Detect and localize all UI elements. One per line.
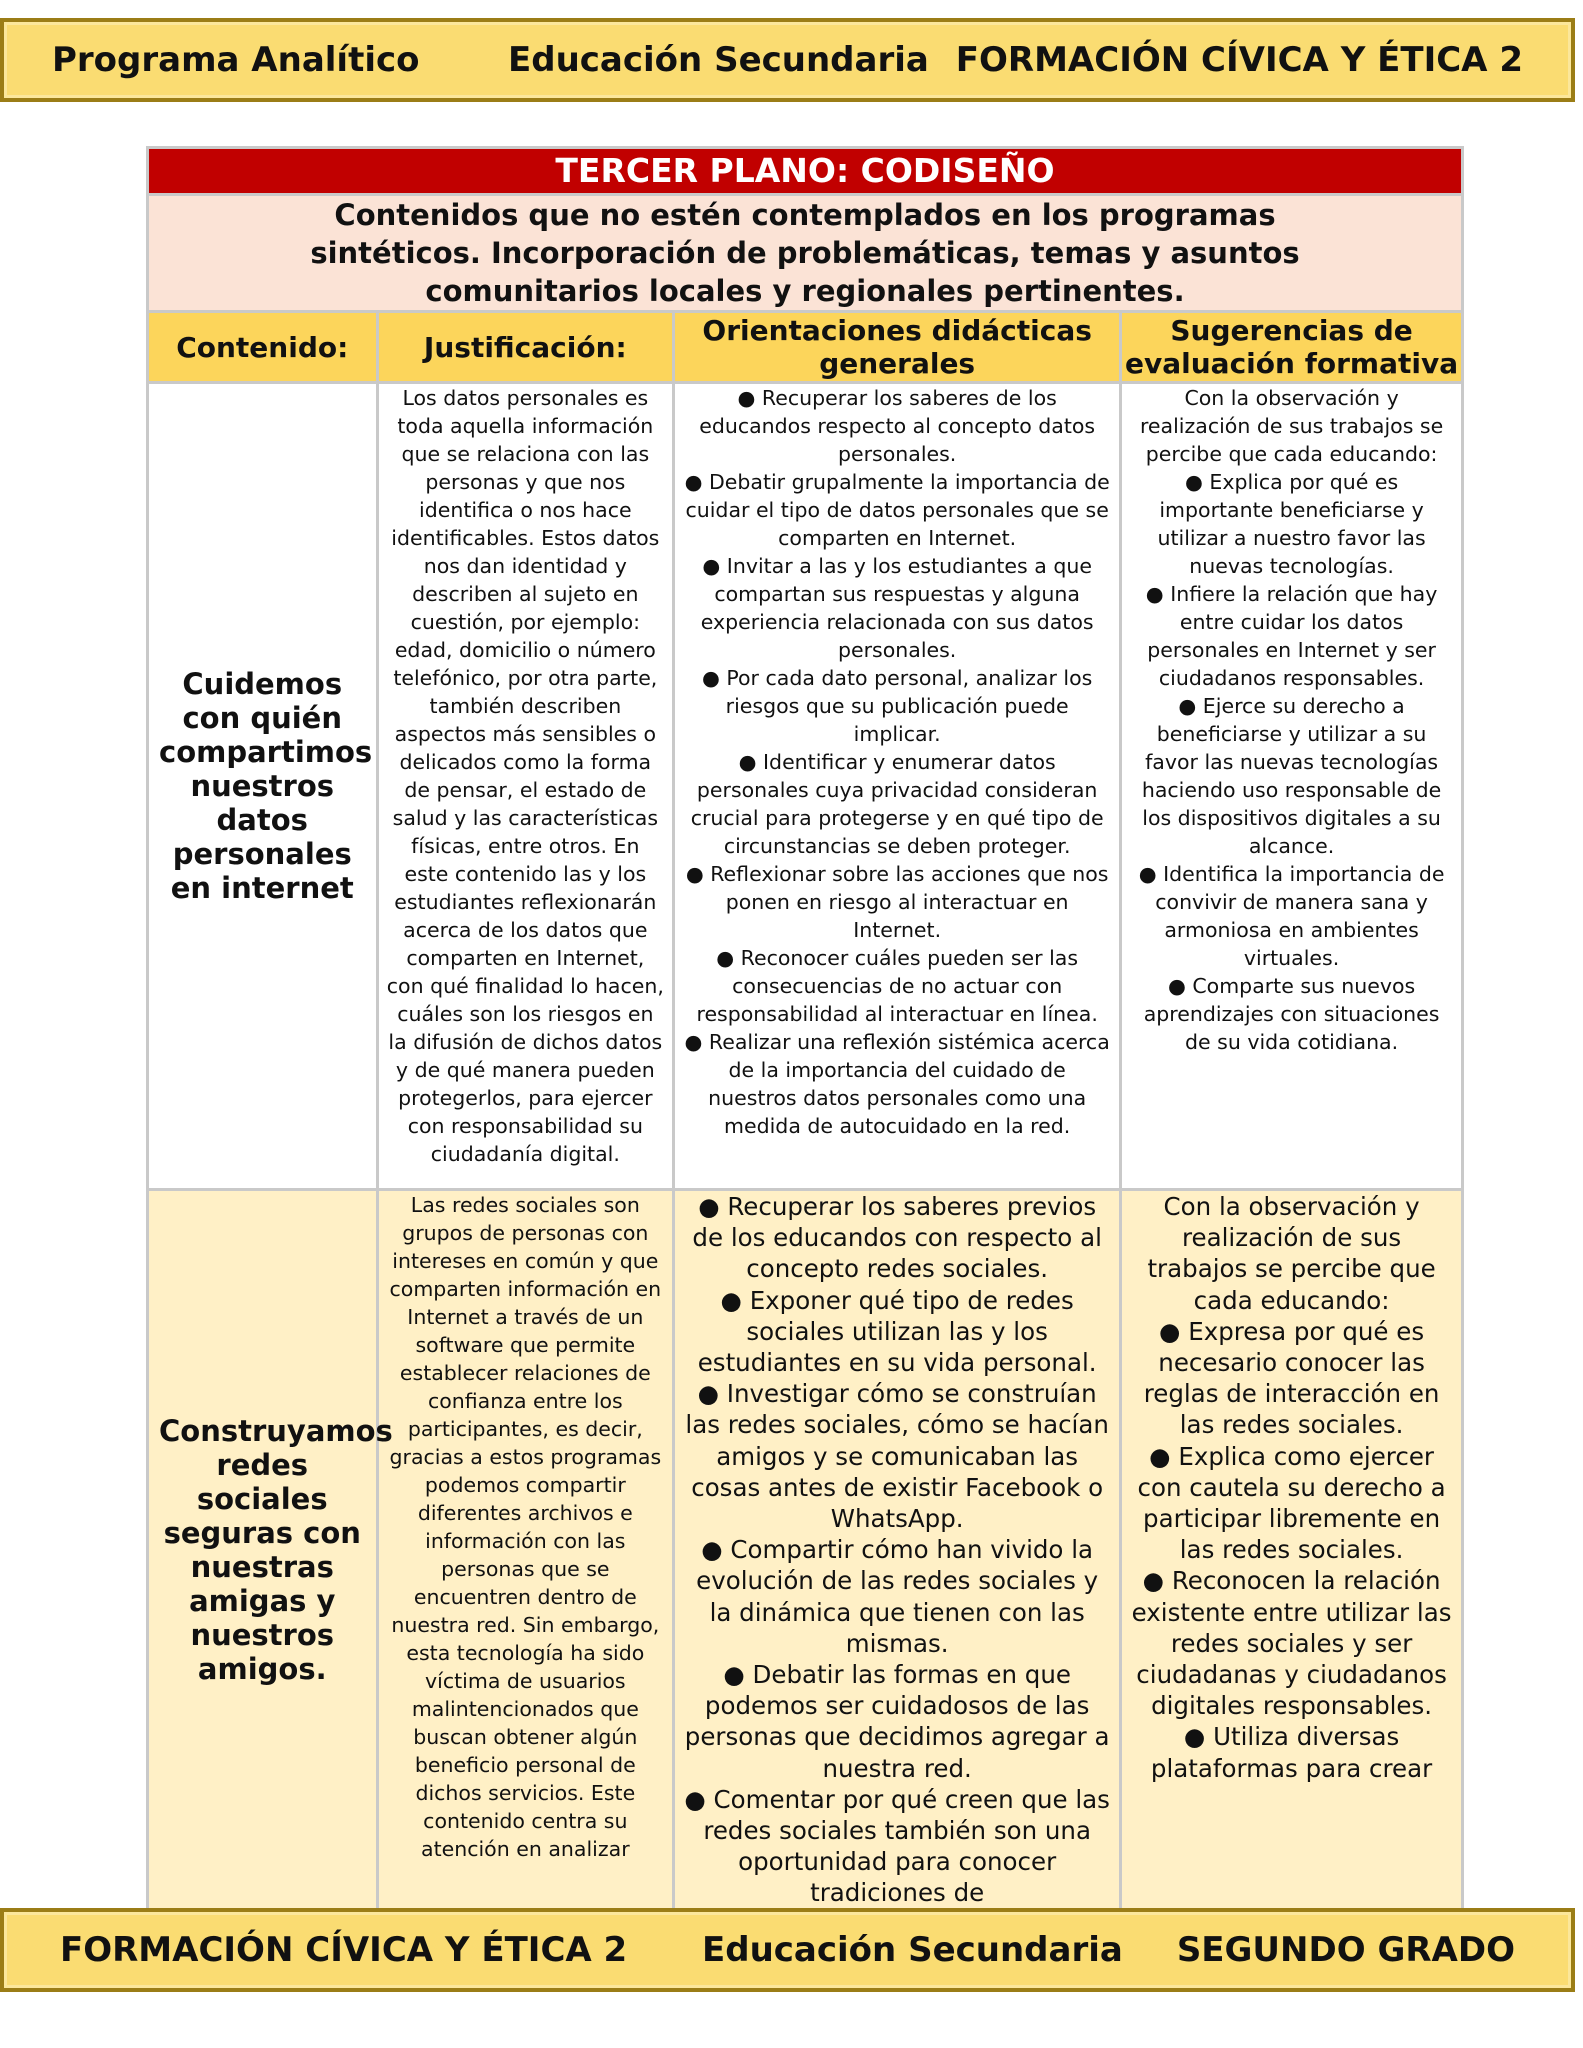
list-item: ● Invitar a las y los estudiantes a que compartan sus respuestas y alguna experiencia relacionada con sus datos personales. [700, 554, 1094, 662]
justificacion-cell: Las redes sociales son grupos de personas con intereses en común y que comparten información en Internet a través de un software que permite establecer relaciones de confianza entre los participantes, es decir, gracias a estos programas podemos compartir diferentes archivos e información con las personas que se encuentren dentro de nuestra red. Sin embargo, esta tecnología ha sido víctima de usuarios malintencionados que buscan obtener algún beneficio personal de dichos servicios. Este contenido centra su atención en analizar [379, 1191, 673, 1909]
orientaciones-cell [675, 1191, 1119, 1909]
table-subtitle [149, 196, 1461, 310]
column-header-contenido: Contenido: [149, 313, 376, 381]
header-subject: FORMACIÓN CÍVICA Y ÉTICA 2 [955, 40, 1523, 80]
list-item: ● Explica por qué es importante beneficiarse y utilizar a nuestro favor las nuevas tecnologías. [1157, 470, 1426, 578]
header-program: Programa Analítico [52, 40, 420, 80]
orientaciones-cell [675, 384, 1119, 1188]
list-item: ● Debatir grupalmente la importancia de cuidar el tipo de datos personales que se comparten en Internet. [684, 470, 1110, 550]
evaluacion-cell [1122, 1191, 1461, 1909]
list-item: ● Comentar por qué creen que las redes sociales también son una oportunidad para conocer tradiciones de [684, 1784, 1110, 1908]
footer-subject: FORMACIÓN CÍVICA Y ÉTICA 2 [60, 1930, 628, 1970]
list-item: ● Ejerce su derecho a beneficiarse y utilizar a su favor las nuevas tecnologías haciendo uso responsable de los dispositivos digitales a su alcance. [1141, 694, 1442, 858]
list-item: ● Investigar cómo se construían las redes sociales, cómo se hacían amigos y se comunicaban las cosas antes de existir Facebook o WhatsApp. [685, 1379, 1109, 1534]
list-item: Con la observación y realización de sus trabajos se percibe que cada educando: [1139, 386, 1444, 466]
list-item: ● Reflexionar sobre las acciones que nos ponen en riesgo al interactuar en Internet. [685, 862, 1109, 942]
list-item: ● Expresa por qué es necesario conocer las reglas de interacción en las redes sociales. [1143, 1316, 1440, 1440]
footer-level: Educación Secundaria [702, 1930, 1123, 1970]
list-item: ● Identifica la importancia de convivir de manera sana y armoniosa en ambientes virtuales. [1138, 862, 1445, 970]
list-item: ● Comparte sus nuevos aprendizajes con situaciones de su vida cotidiana. [1143, 974, 1440, 1054]
list-item: ● Explica como ejercer con cautela su derecho a participar libremente en las redes sociales. [1137, 1441, 1446, 1565]
list-item: ● Realizar una reflexión sistémica acerca de la importancia del cuidado de nuestros datos personales como una medida de autocuidado en la red. [684, 1030, 1110, 1138]
justificacion-cell: Los datos personales es toda aquella información que se relaciona con las personas y que nos identifica o nos hace identificables. Estos datos nos dan identidad y describen al sujeto en cuestión, por ejemplo: edad, domicilio o número telefónico, por otra parte, también describen aspectos más sensibles o delicados como la forma de pensar, el estado de salud y las características físicas, entre otros. En este contenido las y los estudiantes reflexionarán acerca de los datos que comparten en Internet, con qué finalidad lo hacen, cuáles son los riesgos en la difusión de dichos datos y de qué manera pueden protegerlos, para ejercer con responsabilidad su ciudadanía digital. [379, 384, 673, 1188]
table-title: TERCER PLANO: CODISEÑO [149, 149, 1461, 193]
list-item: ● Recuperar los saberes de los educandos respecto al concepto datos personales. [699, 386, 1096, 466]
list-item: ● Exponer qué tipo de redes sociales utilizan las y los estudiantes en su vida personal. [697, 1285, 1097, 1378]
header-level: Educación Secundaria [508, 40, 929, 80]
table-row [149, 384, 1461, 1188]
list-item: ● Debatir las formas en que podemos ser cuidadosos de las personas que decidimos agregar a nuestra red. [684, 1660, 1110, 1783]
footer-grade: SEGUNDO GRADO [1176, 1930, 1515, 1970]
column-header-evaluacion: Sugerencias de evaluación formativa [1122, 313, 1461, 381]
list-item: Con la observación y realización de sus trabajos se percibe que cada educando: [1147, 1192, 1436, 1315]
contenido-cell: Construyamos redes sociales seguras con nuestras amigas y nuestros amigos. [149, 1191, 376, 1909]
list-item: ● Por cada dato personal, analizar los riesgos que su publicación puede implicar. [701, 666, 1093, 746]
codesign-table [146, 146, 1464, 1912]
list-item: ● Reconocen la relación existente entre utilizar las redes sociales y ser ciudadanas y ciudadanos digitales responsables. [1131, 1566, 1452, 1721]
list-item: ● Compartir cómo han vivido la evolución de las redes sociales y la dinámica que tienen con las mismas. [696, 1535, 1099, 1658]
table-row [149, 1191, 1461, 1909]
list-item: ● Infiere la relación que hay entre cuidar los datos personales en Internet y ser ciudadanos responsables. [1145, 582, 1438, 690]
page-footer [0, 1908, 1575, 1992]
list-item: ● Reconocer cuáles pueden ser las consecuencias de no actuar con responsabilidad al interactuar en línea. [696, 946, 1098, 1026]
column-header-orientaciones: Orientaciones didácticas generales [675, 313, 1119, 381]
evaluacion-cell [1122, 384, 1461, 1188]
table-subtitle-text: Contenidos que no estén contemplados en los programas sintéticos. Incorporación de problemáticas, temas y asuntos comunitarios locales y regionales pertinentes. [310, 198, 1300, 308]
list-item: ● Recuperar los saberes previos de los educandos con respecto al concepto redes sociales. [692, 1192, 1102, 1284]
column-header-justificacion: Justificación: [379, 313, 673, 381]
list-item: ● Utiliza diversas plataformas para crear [1150, 1722, 1433, 1783]
page-header [0, 18, 1575, 102]
contenido-cell: Cuidemos con quién compartimos nuestros datos personales en internet [149, 384, 376, 1188]
list-item: ● Identificar y enumerar datos personales cuya privacidad consideran crucial para protegerse y en qué tipo de circunstancias se deben proteger. [690, 750, 1104, 858]
